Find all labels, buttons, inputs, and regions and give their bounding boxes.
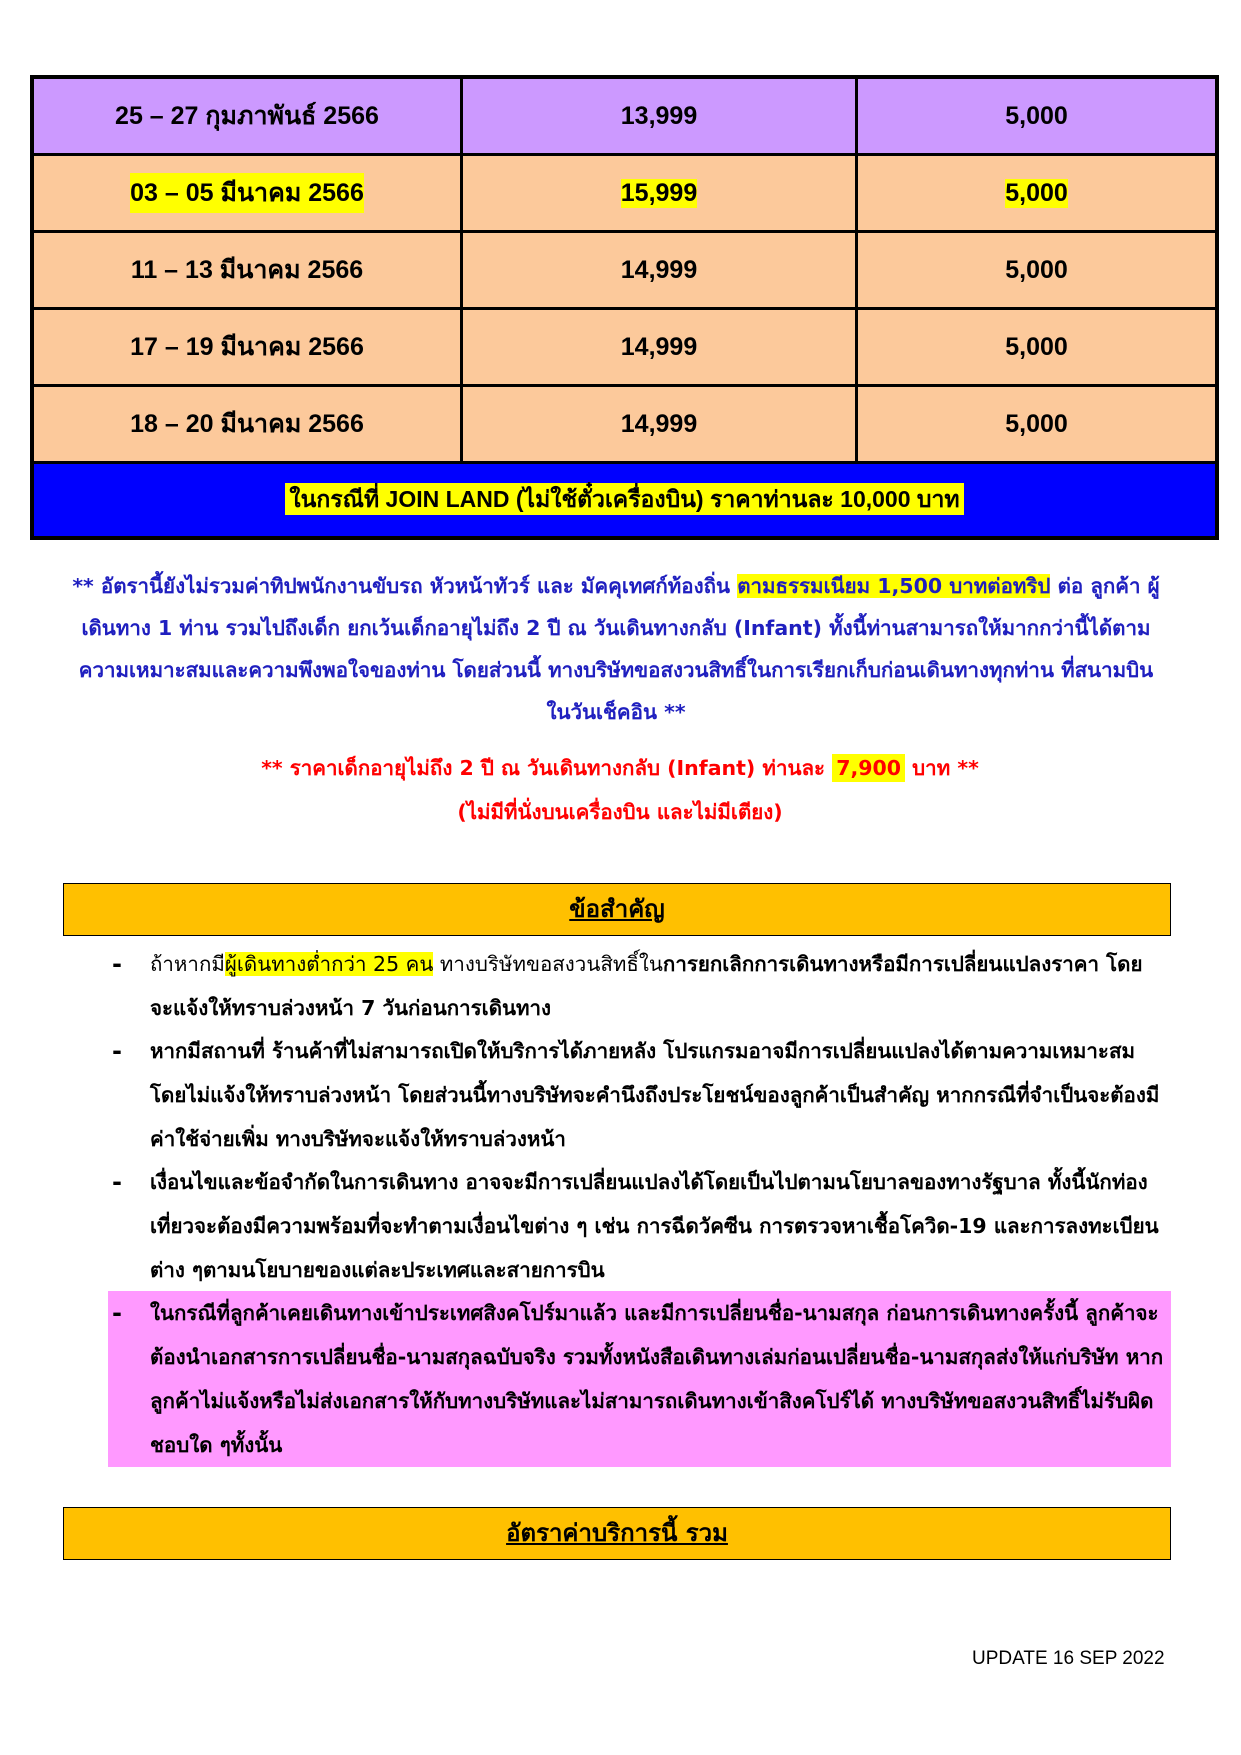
single-supplement-cell [857,155,1218,232]
join-land-text: ในกรณีที่ JOIN LAND (ไม่ใช้ตั๋วเครื่องบิน) ราคาท่านละ 10,000 บาท [285,483,963,515]
single-supplement: 5,000 [1005,332,1068,361]
adult-price-cell [462,77,857,155]
travel-date: 03 – 05 มีนาคม 2566 [130,173,364,213]
important-bullet-4: - ในกรณีที่ลูกค้าเคยเดินทางเข้าประเทศสิงคโปร์มาแล้ว และมีการเปลี่ยนชื่อ-นามสกุล ก่อนการเดินทางครั้งนี้ ลูกค้าจะต้องนำเอกสารการเปลี่ยนชื่อ-นามสกุลฉบับจริง รวมทั้งหนังสือเดินทางเล่มก่อนเปลี่ยนชื่อ-นามสกุลส่งให้แก่บริษัท หากลูกค้าไม่แจ้งหรือไม่ส่งเอกสารให้กับทางบริษัทและไม่สามารถเดินทางเข้าสิงคโปร์ได้ ทางบริษัทขอสงวนสิทธิ์ไม่รับผิดชอบใด ๆทั้งนั้น [108,1291,1171,1467]
adult-price: 14,999 [620,255,698,284]
adult-price: 15,999 [620,178,698,207]
single-supplement: 5,000 [1005,409,1068,438]
infant-note: ** ราคาเด็กอายุไม่ถึง 2 ปี ณ วันเดินทางกลับ (Infant) ท่านละ 7,900 บาท ** [261,756,979,780]
bullet-dash: - [112,1299,122,1327]
travel-date-cell [32,77,462,155]
price-row [32,155,1217,232]
bullet-dash: - [112,1168,122,1196]
single-supplement-cell [857,232,1218,309]
travel-date: 18 – 20 มีนาคม 2566 [130,410,364,438]
travel-date-cell [32,155,462,232]
single-supplement: 5,000 [1005,255,1068,284]
infant-note-line2: (ไม่มีที่นั่งบนเครื่องบิน และไม่มีเตียง) [457,800,783,824]
adult-price: 13,999 [620,101,698,130]
single-supplement-cell [857,386,1218,463]
single-supplement: 5,000 [1005,178,1068,207]
travel-date-cell [32,309,462,386]
travel-date-cell [32,386,462,463]
adult-price-cell [462,232,857,309]
price-row [32,232,1217,309]
bullet-dash: - [112,1037,122,1065]
single-supplement-cell [857,77,1218,155]
bullet-dash: - [112,950,122,978]
join-land-row [32,463,1217,539]
infant-price: 7,900 [832,754,905,782]
important-bullet-1: - ถ้าหากมีผู้เดินทางต่ำกว่า 25 คน ทางบริษัทขอสงวนสิทธิ์ในการยกเลิกการเดินทางหรือมีการเปลี่ยนแปลงราคา โดยจะแจ้งให้ทราบล่วงหน้า 7 วันก่อนการเดินทาง [108,942,1168,1030]
important-bullet-3: - เงื่อนไขและข้อจำกัดในการเดินทาง อาจจะมีการเปลี่ยนแปลงได้โดยเป็นไปตามนโยบาลของทางรัฐบาล ทั้งนี้นักท่องเที่ยวจะต้องมีความพร้อมที่จะทำตามเงื่อนไขต่าง ๆ เช่น การฉีดวัคซีน การตรวจหาเชื้อโควิด-19 และการลงทะเบียนต่าง ๆตามนโยบายของแต่ละประเทศและสายการบิน [108,1160,1168,1292]
adult-price: 14,999 [620,332,698,361]
single-supplement-cell [857,309,1218,386]
price-row [32,77,1217,155]
tip-note: ** อัตรานี้ยังไม่รวมค่าทิปพนักงานขับรถ หัวหน้าทัวร์ และ มัคคุเทศก์ท้องถิ่น ตามธรรมเนียม 1,500 บาทต่อทริป ต่อ ลูกค้า ผู้เดินทาง 1 ท่าน รวมไปถึงเด็ก ยกเว้นเด็กอายุไม่ถึง 2 ปี ณ วันเดินทางกลับ (Infant) ทั้งนี้ท่านสามารถให้มากกว่านี้ได้ตามความเหมาะสมและความพึงพอใจของท่าน โดยส่วนนี้ ทางบริษัทขอสงวนสิทธิ์ในการเรียกเก็บก่อนเดินทางทุกท่าน ที่สนามบิน ในวันเช็คอิน ** [72,574,1160,724]
adult-price: 14,999 [620,409,698,438]
travel-date: 25 – 27 กุมภาพันธ์ 2566 [115,102,379,130]
travel-date: 17 – 19 มีนาคม 2566 [130,333,364,361]
adult-price-cell [462,309,857,386]
adult-price-cell [462,155,857,232]
travel-date-cell [32,232,462,309]
price-row [32,309,1217,386]
single-supplement: 5,000 [1005,101,1068,130]
important-bullet-2: - หากมีสถานที่ ร้านค้าที่ไม่สามารถเปิดให้บริการได้ภายหลัง โปรแกรมอาจมีการเปลี่ยนแปลงได้ตามความเหมาะสม โดยไม่แจ้งให้ทราบล่วงหน้า โดยส่วนนี้ทางบริษัทจะคำนึงถึงประโยชน์ของลูกค้าเป็นสำคัญ หากกรณีที่จำเป็นจะต้องมีค่าใช้จ่ายเพิ่ม ทางบริษัทจะแจ้งให้ทราบล่วงหน้า [108,1029,1168,1161]
update-footer: UPDATE 16 SEP 2022 [972,1648,1165,1669]
includes-header: อัตราค่าบริการนี้ รวม [63,1507,1171,1560]
important-header: ข้อสำคัญ [63,883,1171,936]
price-table [30,75,1219,540]
travel-date: 11 – 13 มีนาคม 2566 [130,256,364,284]
adult-price-cell [462,386,857,463]
tip-highlight: ตามธรรมเนียม 1,500 บาทต่อทริป [737,574,1051,598]
price-row [32,386,1217,463]
